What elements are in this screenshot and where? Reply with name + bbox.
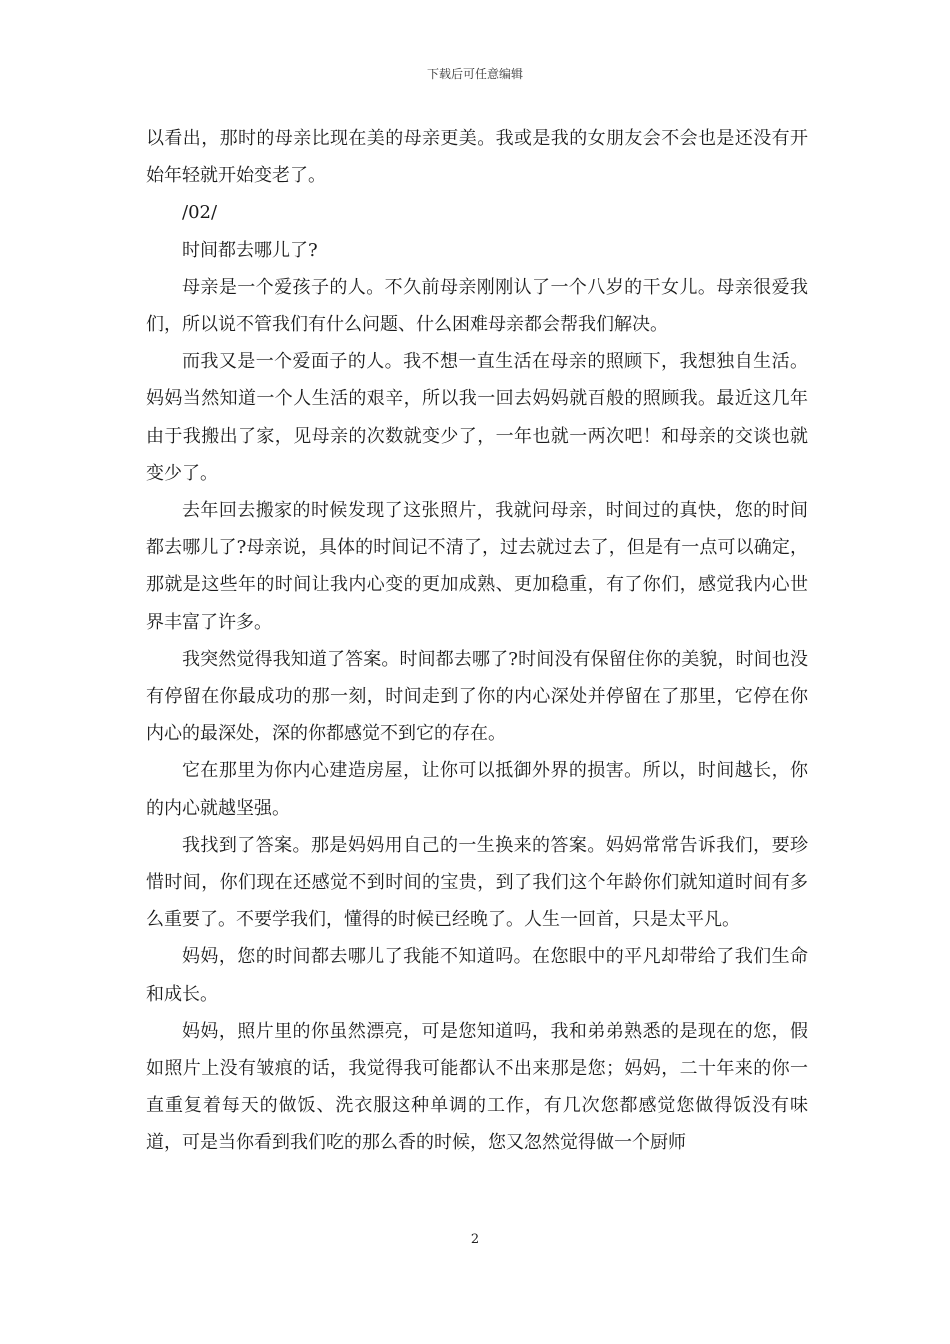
page-header: 下载后可任意编辑: [426, 67, 523, 81]
section-number: /02/: [182, 202, 218, 224]
paragraph-0: 以看出，那时的母亲比现在美的母亲更美。我或是我的女朋友会不会也是还没有开始年轻就开始变老了。: [146, 128, 808, 187]
paragraph-5: 去年回去搬家的时候发现了这张照片，我就问母亲，时间过的真快，您的时间都去哪儿了?母亲说，具体的时间记不清了，过去就过去了，但是有一点可以确定，那就是这些年的时间让我内心变的更加成熟、更加稳重，有了你们，感觉我内心世界丰富了许多。: [146, 500, 808, 633]
paragraph-7: 它在那里为你内心建造房屋，让你可以抵御外界的损害。所以，时间越长，你的内心就越坚强。: [146, 760, 808, 819]
paragraph-8: 我找到了答案。那是妈妈用自己的一生换来的答案。妈妈常常告诉我们，要珍惜时间，你们现在还感觉不到时间的宝贵，到了我们这个年龄你们就知道时间有多么重要了。不要学我们，懂得的时候已经晚了。人生一回首，只是太平凡。: [146, 834, 808, 931]
page-number: 2: [470, 1232, 480, 1247]
paragraph-4: 而我又是一个爱面子的人。我不想一直生活在母亲的照顾下，我想独自生活。妈妈当然知道一个人生活的艰辛，所以我一回去妈妈就百般的照顾我。最近这几年由于我搬出了家，见母亲的次数就变少了，一年也就一两次吧！和母亲的交谈也就变少了。: [146, 351, 808, 484]
section-title: 时间都去哪儿了?: [182, 239, 318, 261]
paragraph-9: 妈妈，您的时间都去哪儿了我能不知道吗。在您眼中的平凡却带给了我们生命和成长。: [146, 946, 808, 1005]
paragraph-3: 母亲是一个爱孩子的人。不久前母亲刚刚认了一个八岁的干女儿。母亲很爱我们，所以说不管我们有什么问题、什么困难母亲都会帮我们解决。: [146, 276, 808, 336]
document-body: [146, 120, 808, 1162]
paragraph-10: 妈妈，照片里的你虽然漂亮，可是您知道吗，我和弟弟熟悉的是现在的您，假如照片上没有皱痕的话，我觉得我可能都认不出来那是您；妈妈，二十年来的你一直重复着每天的做饭、洗衣服这种单调的工作，有几次您都感觉您做得饭没有味道，可是当你看到我们吃的那么香的时候，您又忽然觉得做一个厨师: [146, 1020, 808, 1154]
paragraph-6: 我突然觉得我知道了答案。时间都去哪了?时间没有保留住你的美貌，时间也没有停留在你最成功的那一刻，时间走到了你的内心深处并停留在了那里，它停在你内心的最深处，深的你都感觉不到它的存在。: [146, 648, 808, 745]
